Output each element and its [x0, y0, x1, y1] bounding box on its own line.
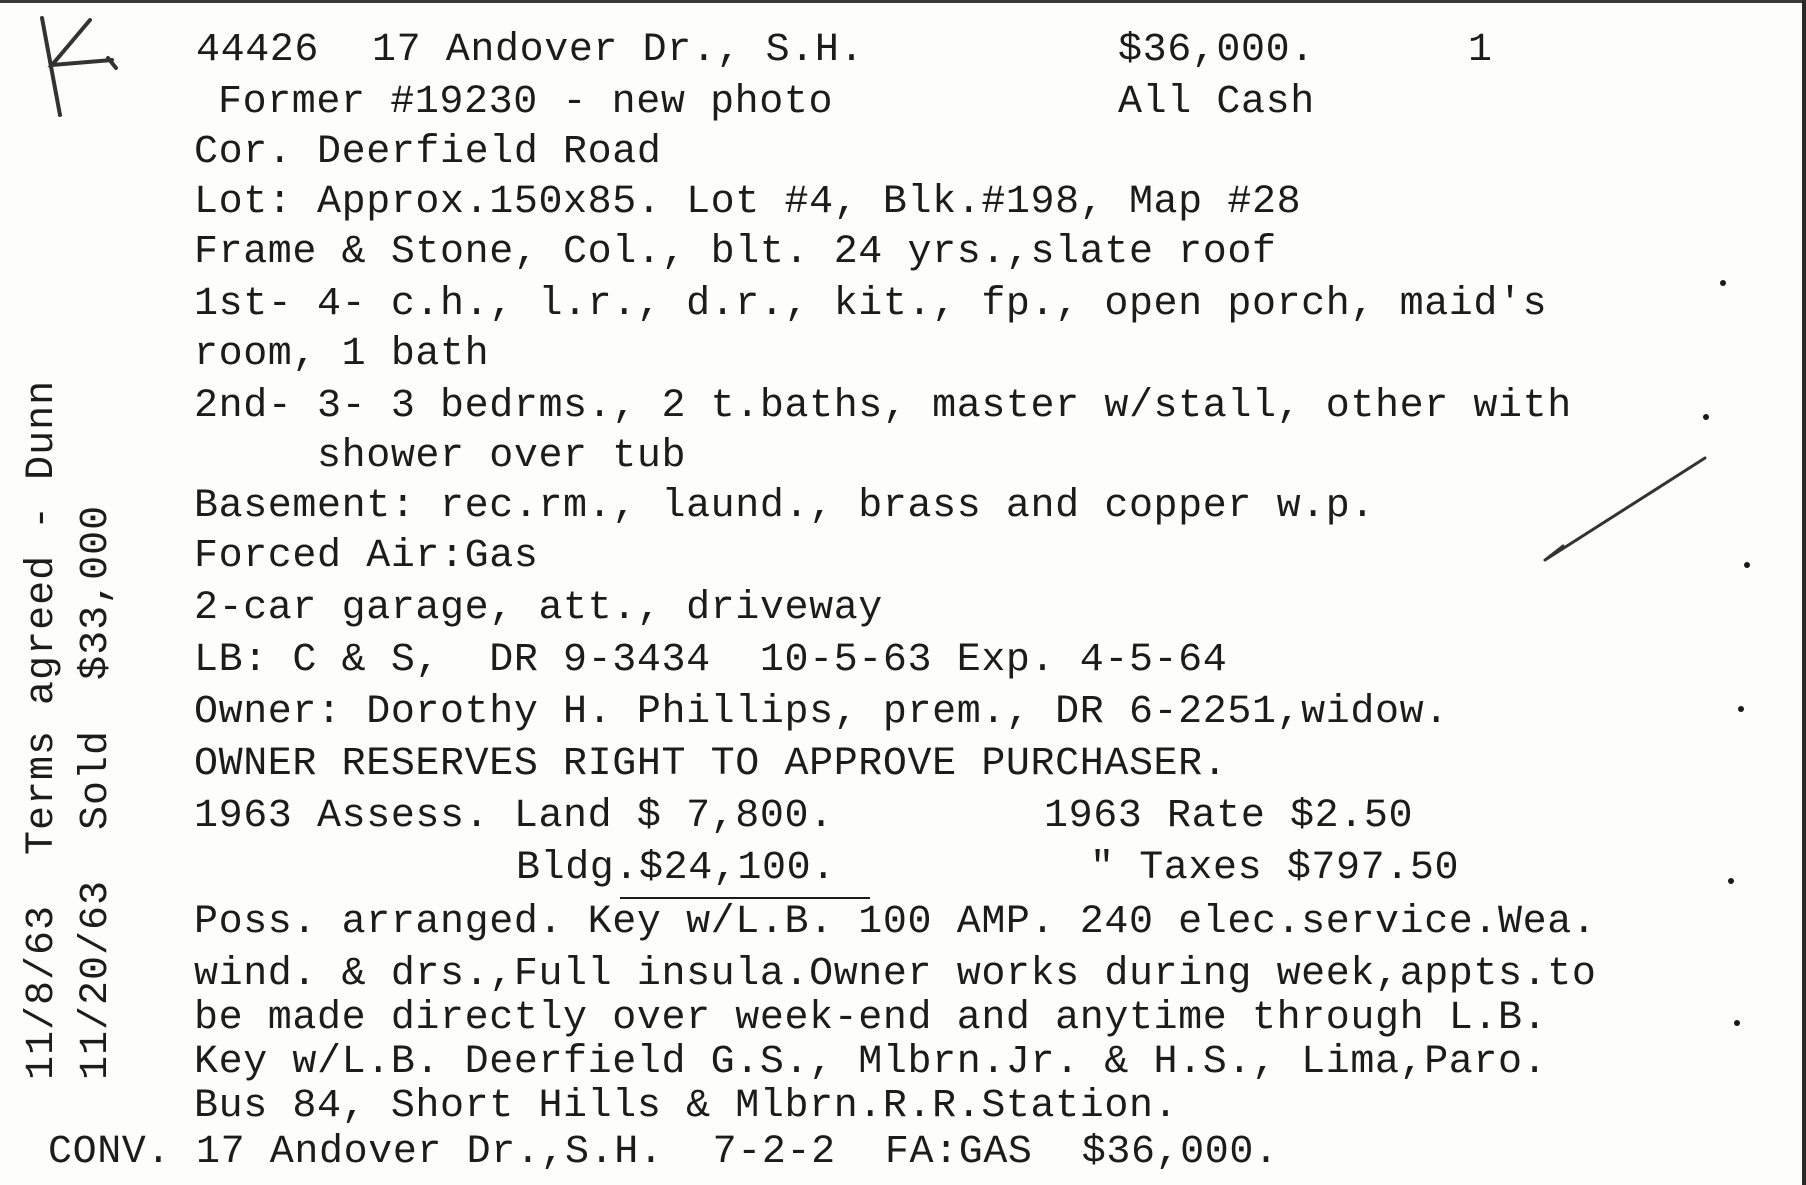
first-floor-line-cont: room, 1 bath	[194, 332, 490, 377]
address: 17 Andover Dr., S.H.	[372, 28, 865, 73]
punch-mark	[1728, 878, 1734, 884]
remarks-line: be made directly over week-end and anytime through L.B.	[194, 996, 1548, 1041]
punch-mark	[1703, 414, 1709, 420]
listing-broker-line: LB: C & S, DR 9-3434 10-5-63 Exp. 4-5-64	[194, 638, 1228, 683]
lot-line: Lot: Approx.150x85. Lot #4, Blk.#198, Map #28	[194, 180, 1302, 225]
garage-line: 2-car garage, att., driveway	[194, 586, 883, 631]
former-listing: Former #19230 - new photo	[218, 80, 834, 125]
basement-line: Basement: rec.rm., laund., brass and copper w.p.	[194, 484, 1375, 529]
heating-line: Forced Air:Gas	[194, 534, 539, 579]
price: $36,000.	[1118, 28, 1315, 73]
conv-label: CONV.	[48, 1130, 172, 1175]
taxes: " Taxes $797.50	[1090, 846, 1460, 891]
check-mark	[1535, 450, 1715, 570]
building-underline	[620, 897, 870, 899]
second-floor-line-cont: shower over tub	[194, 434, 687, 479]
remarks-line: Key w/L.B. Deerfield G.S., Mlbrn.Jr. & H.S., Lima,Paro.	[194, 1040, 1548, 1085]
second-floor-line: 2nd- 3- 3 bedrms., 2 t.baths, master w/stall, other with	[194, 384, 1572, 429]
punch-mark	[1738, 706, 1744, 712]
card-right-edge	[1802, 0, 1806, 1185]
remarks-line: wind. & drs.,Full insula.Owner works during week,appts.to	[194, 952, 1597, 997]
punch-mark	[1720, 280, 1726, 286]
card-top-edge	[0, 0, 1806, 3]
assessment-building: Bldg.$24,100.	[516, 846, 836, 891]
assessment-land: 1963 Assess. Land $ 7,800.	[194, 794, 834, 839]
margin-sold: 11/20/63 Sold $33,000	[74, 504, 119, 1080]
margin-terms-agreed: 11/8/63 Terms agreed - Dunn	[20, 379, 65, 1080]
corner-line: Cor. Deerfield Road	[194, 130, 662, 175]
handwritten-initials	[20, 10, 120, 120]
terms: All Cash	[1118, 80, 1315, 125]
tax-rate: 1963 Rate $2.50	[1044, 794, 1414, 839]
card-number: 1	[1468, 28, 1493, 73]
listing-number: 44426	[196, 28, 320, 73]
owner-line: Owner: Dorothy H. Phillips, prem., DR 6-2251,widow.	[194, 690, 1449, 735]
construction-line: Frame & Stone, Col., blt. 24 yrs.,slate roof	[194, 230, 1277, 275]
conv-line: 17 Andover Dr.,S.H. 7-2-2 FA:GAS $36,000.	[196, 1130, 1279, 1175]
first-floor-line: 1st- 4- c.h., l.r., d.r., kit., fp., open porch, maid's	[194, 282, 1548, 327]
punch-mark	[1734, 1020, 1740, 1026]
punch-mark	[1744, 562, 1750, 568]
remarks-line: Bus 84, Short Hills & Mlbrn.R.R.Station.	[194, 1084, 1179, 1129]
owner-reserves-line: OWNER RESERVES RIGHT TO APPROVE PURCHASER.	[194, 742, 1228, 787]
remarks-line: Poss. arranged. Key w/L.B. 100 AMP. 240 elec.service.Wea.	[194, 900, 1597, 945]
